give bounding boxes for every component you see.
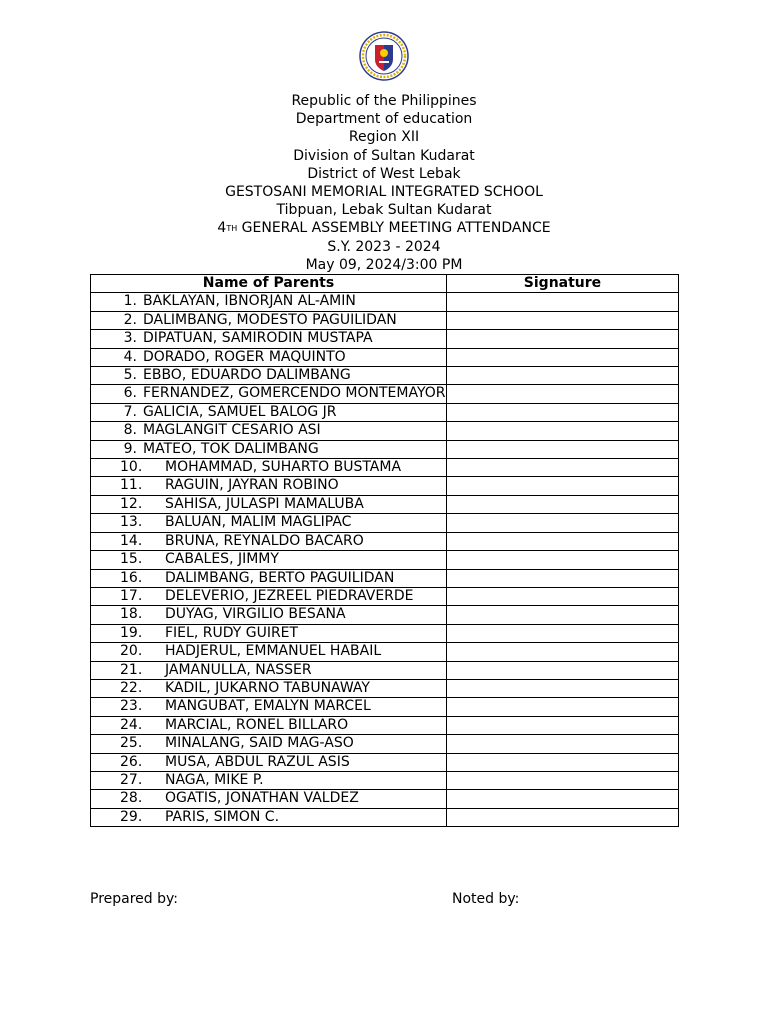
- row-number: 16.: [120, 569, 143, 586]
- parent-name: FIEL, RUDY GUIRET: [165, 624, 299, 641]
- parent-name-cell: [91, 459, 447, 477]
- parent-name-cell: [91, 311, 447, 329]
- parent-name: DIPATUAN, SAMIRODIN MUSTAPA: [143, 330, 373, 347]
- parent-name: BALUAN, MALIM MAGLIPAC: [165, 514, 352, 531]
- parent-name-cell: [91, 698, 447, 716]
- parent-name: DORADO, ROGER MAQUINTO: [143, 348, 346, 365]
- header-school: GESTOSANI MEMORIAL INTEGRATED SCHOOL: [225, 184, 543, 201]
- parent-name: MANGUBAT, EMALYN MARCEL: [165, 698, 371, 715]
- parent-name: EBBO, EDUARDO DALIMBANG: [143, 367, 351, 384]
- table-row: [91, 569, 679, 587]
- signature-cell[interactable]: [447, 514, 679, 532]
- signature-cell[interactable]: [447, 569, 679, 587]
- signature-cell[interactable]: [447, 643, 679, 661]
- header-district: District of West Lebak: [307, 165, 461, 182]
- parent-name: MUSA, ABDUL RAZUL ASIS: [165, 753, 350, 770]
- signature-cell[interactable]: [447, 698, 679, 716]
- signature-cell[interactable]: [447, 348, 679, 366]
- signature-cell[interactable]: [447, 422, 679, 440]
- parent-name-cell: [91, 753, 447, 771]
- signature-cell[interactable]: [447, 587, 679, 605]
- table-row: [91, 661, 679, 679]
- deped-seal-logo: [359, 31, 409, 81]
- signature-cell[interactable]: [447, 459, 679, 477]
- parent-name-cell: [91, 495, 447, 513]
- row-number: 5.: [123, 367, 137, 384]
- title-ordinal-suffix: TH: [226, 224, 238, 234]
- signature-cell[interactable]: [447, 367, 679, 385]
- table-row: [91, 551, 679, 569]
- parent-name-cell: [91, 551, 447, 569]
- table-row: [91, 679, 679, 697]
- header-date-time: May 09, 2024/3:00 PM: [305, 256, 463, 273]
- row-number: 24.: [120, 716, 143, 733]
- signature-cell[interactable]: [447, 293, 679, 311]
- signature-cell[interactable]: [447, 311, 679, 329]
- row-number: 21.: [120, 661, 143, 678]
- parent-name: KADIL, JUKARNO TABUNAWAY: [165, 679, 370, 696]
- row-number: 27.: [120, 771, 143, 788]
- table-row: [91, 698, 679, 716]
- parent-name-cell: [91, 514, 447, 532]
- table-row: [91, 753, 679, 771]
- parent-name-cell: [91, 293, 447, 311]
- parent-name-cell: [91, 348, 447, 366]
- table-row: [91, 735, 679, 753]
- signature-cell[interactable]: [447, 808, 679, 826]
- parent-name: MARCIAL, RONEL BILLARO: [165, 716, 349, 733]
- row-number: 20.: [120, 643, 143, 660]
- signature-cell[interactable]: [447, 477, 679, 495]
- parent-name-cell: [91, 735, 447, 753]
- table-row: [91, 532, 679, 550]
- parent-name-cell: [91, 808, 447, 826]
- parent-name: HADJERUL, EMMANUEL HABAIL: [165, 643, 382, 660]
- row-number: 12.: [120, 495, 143, 512]
- signature-cell[interactable]: [447, 753, 679, 771]
- parent-name: MATEO, TOK DALIMBANG: [143, 440, 319, 457]
- table-row: [91, 790, 679, 808]
- table-row: [91, 808, 679, 826]
- header-school-year: S.Y. 2023 - 2024: [327, 238, 441, 255]
- header-region: Region XII: [348, 129, 420, 146]
- parent-name: GALICIA, SAMUEL BALOG JR: [143, 403, 337, 420]
- signature-cell[interactable]: [447, 735, 679, 753]
- parent-name-cell: [91, 477, 447, 495]
- table-row: [91, 587, 679, 605]
- row-number: 17.: [120, 587, 143, 604]
- signature-cell[interactable]: [447, 495, 679, 513]
- parent-name-cell: [91, 716, 447, 734]
- parent-name-cell: [91, 440, 447, 458]
- signature-cell[interactable]: [447, 385, 679, 403]
- row-number: 19.: [120, 624, 143, 641]
- signature-cell[interactable]: [447, 551, 679, 569]
- parent-name: RAGUIN, JAYRAN ROBINO: [165, 477, 339, 494]
- parent-name: BRUNA, REYNALDO BACARO: [165, 532, 364, 549]
- table-row: [91, 459, 679, 477]
- signature-cell[interactable]: [447, 330, 679, 348]
- row-number: 14.: [120, 532, 143, 549]
- table-row: [91, 422, 679, 440]
- row-number: 28.: [120, 790, 143, 807]
- noted-by-label: Noted by:: [452, 891, 520, 907]
- header-title: [0, 219, 768, 237]
- table-row: [91, 716, 679, 734]
- signature-cell[interactable]: [447, 624, 679, 642]
- parent-name-cell: [91, 532, 447, 550]
- column-header-signature: Signature: [447, 275, 679, 293]
- table-row: [91, 403, 679, 421]
- table-row: [91, 385, 679, 403]
- parent-name-cell: [91, 679, 447, 697]
- table-row: [91, 606, 679, 624]
- table-row: [91, 440, 679, 458]
- table-row: [91, 367, 679, 385]
- row-number: 22.: [120, 679, 143, 696]
- row-number: 29.: [120, 808, 143, 825]
- row-number: 3.: [123, 330, 137, 347]
- parent-name-cell: [91, 330, 447, 348]
- parent-name: DALIMBANG, MODESTO PAGUILIDAN: [143, 311, 397, 328]
- title-ordinal: 4: [217, 220, 227, 237]
- prepared-by-label: Prepared by:: [90, 891, 178, 907]
- signature-cell[interactable]: [447, 771, 679, 789]
- row-number: 8.: [123, 422, 137, 439]
- parent-name-cell: [91, 643, 447, 661]
- row-number: 4.: [123, 348, 137, 365]
- signature-cell[interactable]: [447, 403, 679, 421]
- signature-cell[interactable]: [447, 606, 679, 624]
- parent-name: MINALANG, SAID MAG-ASO: [165, 735, 354, 752]
- header-division: Division of Sultan Kudarat: [293, 147, 475, 164]
- parent-name-cell: [91, 624, 447, 642]
- row-number: 6.: [123, 385, 137, 402]
- row-number: 23.: [120, 698, 143, 715]
- table-row: [91, 311, 679, 329]
- row-number: 11.: [120, 477, 143, 494]
- signature-cell[interactable]: [447, 661, 679, 679]
- table-row: [91, 495, 679, 513]
- column-header-name: Name of Parents: [91, 275, 447, 293]
- parent-name: CABALES, JIMMY: [165, 551, 279, 568]
- parent-name: JAMANULLA, NASSER: [165, 661, 312, 678]
- parent-name: MOHAMMAD, SUHARTO BUSTAMA: [165, 459, 402, 476]
- table-row: [91, 330, 679, 348]
- row-number: 18.: [120, 606, 143, 623]
- signature-cell[interactable]: [447, 716, 679, 734]
- parent-name-cell: [91, 790, 447, 808]
- parent-name-cell: [91, 422, 447, 440]
- parent-name: DELEVERIO, JEZREEL PIEDRAVERDE: [165, 587, 414, 604]
- table-row: [91, 771, 679, 789]
- table-row: [91, 643, 679, 661]
- table-row: [91, 514, 679, 532]
- table-row: [91, 348, 679, 366]
- table-row: [91, 624, 679, 642]
- header-department: Department of education: [295, 111, 473, 128]
- row-number: 25.: [120, 735, 143, 752]
- parent-name-cell: [91, 606, 447, 624]
- row-number: 26.: [120, 753, 143, 770]
- signature-cell[interactable]: [447, 679, 679, 697]
- parent-name-cell: [91, 661, 447, 679]
- row-number: 9.: [123, 440, 137, 457]
- parent-name: SAHISA, JULASPI MAMALUBA: [165, 495, 364, 512]
- parent-name: MAGLANGIT CESARIO ASI: [143, 422, 321, 439]
- row-number: 2.: [123, 311, 137, 328]
- parent-name: DALIMBANG, BERTO PAGUILIDAN: [165, 569, 395, 586]
- parent-name-cell: [91, 771, 447, 789]
- row-number: 13.: [120, 514, 143, 531]
- parent-name: OGATIS, JONATHAN VALDEZ: [165, 790, 359, 807]
- signature-cell[interactable]: [447, 790, 679, 808]
- header-address: Tibpuan, Lebak Sultan Kudarat: [276, 202, 492, 219]
- attendance-table: [90, 274, 679, 827]
- table-header-row: [91, 275, 679, 293]
- parent-name: DUYAG, VIRGILIO BESANA: [165, 606, 346, 623]
- parent-name: BAKLAYAN, IBNORJAN AL-AMIN: [143, 293, 356, 310]
- parent-name-cell: [91, 385, 447, 403]
- parent-name-cell: [91, 587, 447, 605]
- document-header: [0, 92, 768, 274]
- row-number: 1.: [123, 293, 137, 310]
- row-number: 7.: [123, 403, 137, 420]
- parent-name: FERNANDEZ, GOMERCENDO MONTEMAYOR: [143, 385, 446, 402]
- row-number: 10.: [120, 459, 143, 476]
- parent-name: NAGA, MIKE P.: [165, 771, 264, 788]
- table-row: [91, 477, 679, 495]
- parent-name: PARIS, SIMON C.: [165, 808, 280, 825]
- row-number: 15.: [120, 551, 143, 568]
- parent-name-cell: [91, 569, 447, 587]
- signature-cell[interactable]: [447, 440, 679, 458]
- title-text: GENERAL ASSEMBLY MEETING ATTENDANCE: [237, 220, 551, 237]
- signature-cell[interactable]: [447, 532, 679, 550]
- table-row: [91, 293, 679, 311]
- parent-name-cell: [91, 367, 447, 385]
- header-republic: Republic of the Philippines: [291, 93, 477, 109]
- parent-name-cell: [91, 403, 447, 421]
